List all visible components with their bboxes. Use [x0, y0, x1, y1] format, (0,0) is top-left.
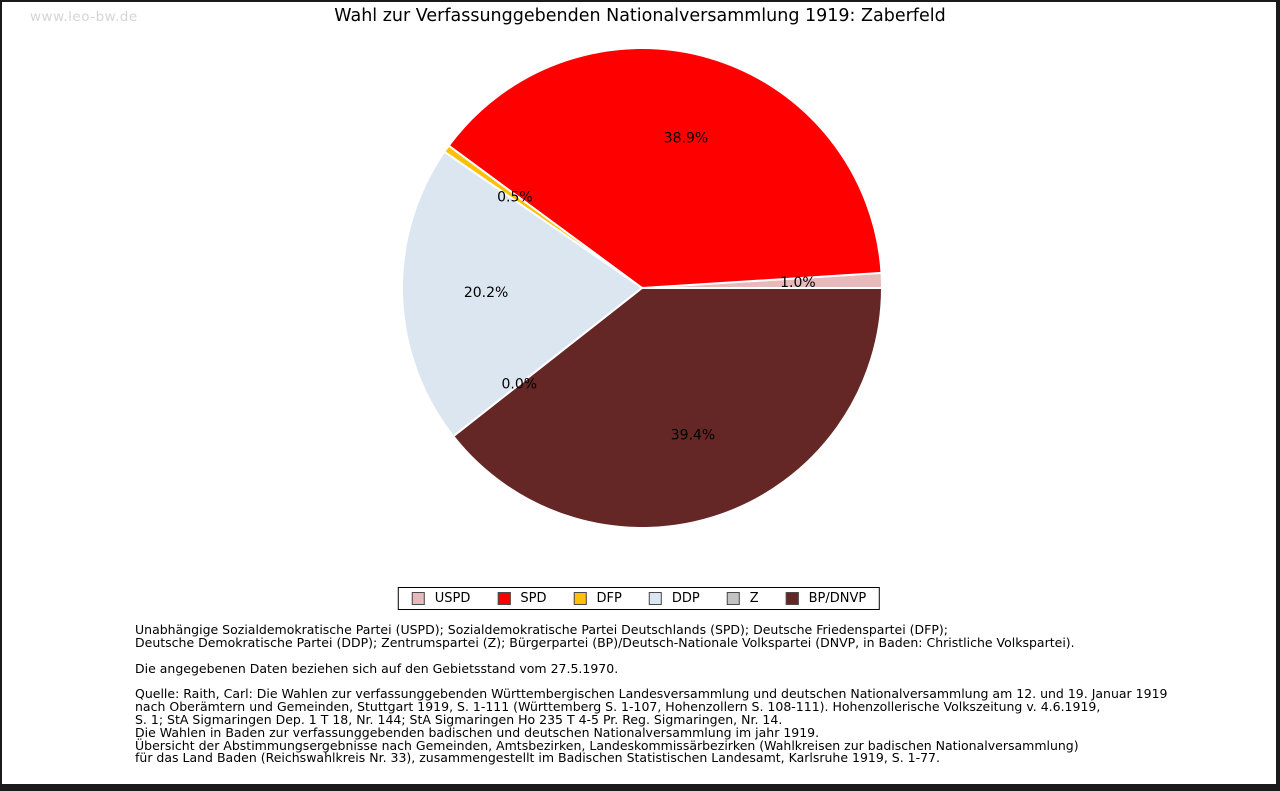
legend-label-bp-dnvp: BP/DNVP	[808, 591, 867, 606]
source-line-4: Die Wahlen in Baden zur verfassunggebenden badischen und deutschen Nationalversammlung im jahr 1919.	[135, 724, 820, 740]
legend-label-z: Z	[749, 591, 759, 606]
legend-swatch-z	[727, 592, 740, 605]
pie-chart	[2, 2, 1280, 587]
legend-label-ddp: DDP	[671, 591, 700, 606]
watermark: www.leo-bw.de	[30, 9, 138, 25]
source-line-2: nach Oberämtern und Gemeinden, Stuttgart 1919, S. 1-111 (Württemberg S. 1-107, Hohenzollern S. 108-111). Hohenzollerische Volkszeitung v. 4.6.1919,	[135, 699, 1101, 715]
pie-pct-label-bp-dnvp: 39.4%	[670, 427, 716, 444]
footnotes	[135, 624, 1245, 765]
pie-pct-label-spd: 38.9%	[663, 130, 709, 147]
source-line-6: für das Land Baden (Reichswahlkreis Nr. 33), zusammengestellt im Badischen Statistischen Landesamt, Karlsruhe 1919, S. 1-77.	[135, 750, 940, 766]
legend-item-uspd	[412, 591, 471, 606]
legend-item-ddp	[649, 591, 700, 606]
legend-item-dfp	[574, 591, 622, 606]
party-abbreviations	[135, 624, 1245, 650]
gebietsstand-note: Die angegebenen Daten beziehen sich auf den Gebietsstand vom 27.5.1970.	[135, 660, 619, 676]
legend-swatch-dfp	[574, 592, 587, 605]
legend-label-uspd: USPD	[434, 591, 471, 606]
legend-label-spd: SPD	[520, 591, 547, 606]
pie-pct-label-ddp: 20.2%	[463, 284, 509, 301]
source-line-5: Übersicht der Abstimmungsergebnisse nach Gemeinden, Amtsbezirken, Landeskommissärbezirken (Wahlkreisen zur badischen Nationalversammlung)	[135, 737, 1079, 753]
source-line-3: S. 1; StA Sigmaringen Dep. 1 T 18, Nr. 144; StA Sigmaringen Ho 235 T 4-5 Pr. Reg. Sigmaringen, Nr. 14.	[135, 711, 783, 727]
legend-item-spd	[497, 591, 546, 606]
legend-swatch-ddp	[649, 592, 662, 605]
pie-pct-label-uspd: 1.0%	[780, 275, 816, 292]
legend-swatch-bp-dnvp	[786, 592, 799, 605]
party-abbreviations-line-2: Deutsche Demokratische Partei (DDP); Zentrumspartei (Z); Bürgerpartei (BP)/Deutsch-Nationale Volkspartei (DNVP, in Baden: Christliche Volkspartei).	[135, 634, 1075, 650]
legend-item-z	[727, 591, 759, 606]
party-abbreviations-line-1: Unabhängige Sozialdemokratische Partei (USPD); Sozialdemokratische Partei Deutschlands (SPD); Deutsche Friedenspartei (DFP);	[135, 622, 948, 637]
legend	[398, 587, 880, 610]
legend-swatch-spd	[497, 592, 510, 605]
source-line-1: Quelle: Raith, Carl: Die Wahlen zur verfassunggebenden Württembergischen Landesversammlung und deutschen Nationalversammlung am 12. und 19. Januar 1919	[135, 686, 1168, 702]
pie-pct-label-dfp: 0.5%	[497, 189, 533, 206]
legend-item-bp-dnvp	[786, 591, 867, 606]
page-title: Wahl zur Verfassunggebenden Nationalversammlung 1919: Zaberfeld	[334, 6, 946, 26]
legend-label-dfp: DFP	[596, 591, 622, 606]
legend-swatch-uspd	[412, 592, 425, 605]
pie-pct-label-z: 0.0%	[501, 376, 538, 393]
source-note	[135, 688, 1245, 765]
